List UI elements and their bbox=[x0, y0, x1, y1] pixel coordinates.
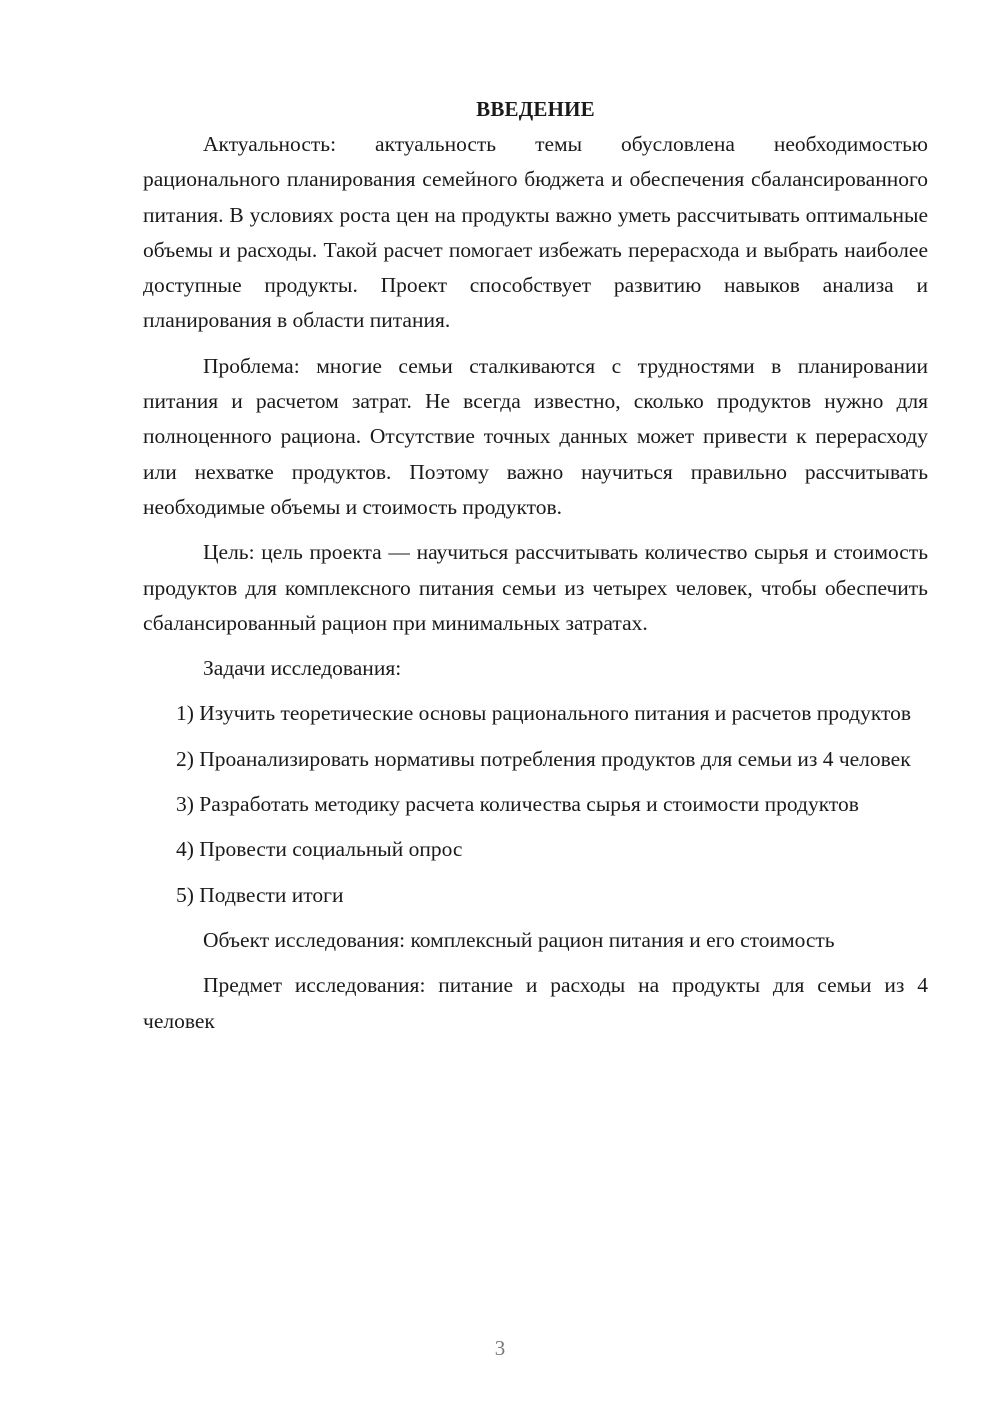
tasks-heading: Задачи исследования: bbox=[203, 656, 402, 681]
object-paragraph: Объект исследования: комплексный рацион питания и его стоимость bbox=[203, 927, 835, 952]
task-item-4: 4) Провести социальный опрос bbox=[176, 837, 463, 862]
subject-paragraph: Предмет исследования: питание и расходы на продукты для семьи из 4 человек bbox=[143, 973, 928, 1033]
relevance-paragraph: Актуальность: актуальность темы обусловлена необходимостью рационального планирования семейного бюджета и обеспечения сбалансированного питания. В условиях роста цен на продукты важно уметь рассчитывать оптимальные объемы и расходы. Такой расчет помогает избежать перерасхода и выбрать наиболее доступные продукты. Проект способствует развитию навыков анализа и планирования в области питания. bbox=[143, 132, 928, 333]
task-item-2: 2) Проанализировать нормативы потребления продуктов для семьи из 4 человек bbox=[176, 746, 911, 771]
page-number: 3 bbox=[494, 1336, 506, 1360]
page-content bbox=[143, 92, 928, 1039]
task-item-5: 5) Подвести итоги bbox=[176, 882, 344, 907]
task-item-3: 3) Разработать методику расчета количества сырья и стоимости продуктов bbox=[176, 792, 859, 817]
page-title: ВВЕДЕНИЕ bbox=[476, 97, 595, 121]
task-item-1: 1) Изучить теоретические основы рационального питания и расчетов продуктов bbox=[176, 701, 911, 726]
goal-paragraph: Цель: цель проекта — научиться рассчитывать количество сырья и стоимость продуктов для комплексного питания семьи из четырех человек, чтобы обеспечить сбалансированный рацион при минимальных затратах. bbox=[143, 540, 928, 635]
problem-paragraph: Проблема: многие семьи сталкиваются с трудностями в планировании питания и расчетом затрат. Не всегда известно, сколько продуктов нужно для полноценного рациона. Отсутствие точных данных может привести к перерасходу или нехватке продуктов. Поэтому важно научиться правильно рассчитывать необходимые объемы и стоимость продуктов. bbox=[143, 353, 928, 519]
